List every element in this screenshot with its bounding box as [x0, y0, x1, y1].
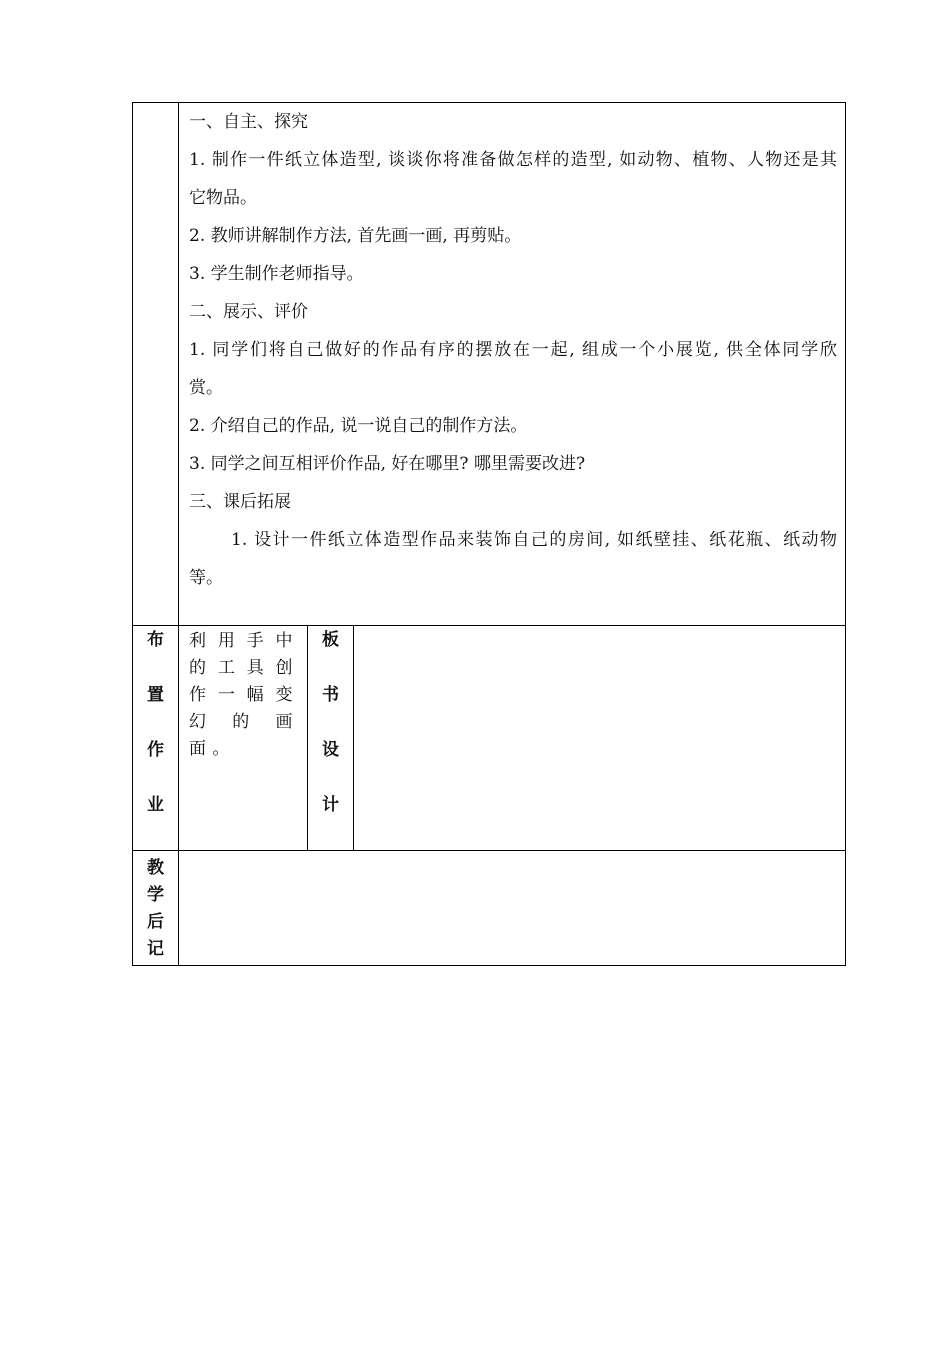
reflection-row: [133, 851, 846, 966]
process-line: 赏。: [189, 378, 223, 398]
board-design-label: 板 书 设 计: [308, 626, 354, 851]
process-line: 1. 制作一件纸立体造型, 谈谈你将准备做怎样的造型, 如动物、植物、人物还是其: [189, 150, 837, 170]
process-line: 等。: [189, 568, 223, 588]
reflection-label: 教 学 后 记: [133, 851, 179, 966]
process-content-cell: [179, 103, 846, 626]
section-heading-extension: 三、课后拓展: [189, 492, 291, 512]
process-line: 1. 设计一件纸立体造型作品来装饰自己的房间, 如纸壁挂、纸花瓶、纸动物: [231, 530, 837, 550]
homework-text: 利用手中的工具创作一幅变幻的画面。: [179, 626, 308, 851]
board-design-content: [354, 626, 846, 851]
process-line: 2. 介绍自己的作品, 说一说自己的制作方法。: [189, 416, 528, 436]
process-line: 3. 同学之间互相评价作品, 好在哪里? 哪里需要改进?: [189, 454, 586, 474]
process-line: 它物品。: [189, 188, 257, 208]
section-heading-display: 二、展示、评价: [189, 302, 308, 322]
process-row: [133, 103, 846, 626]
homework-row: [133, 626, 846, 851]
homework-label: 布 置 作 业: [133, 626, 179, 851]
process-line: 2. 教师讲解制作方法, 首先画一画, 再剪贴。: [189, 226, 522, 246]
reflection-content: [179, 851, 846, 966]
lesson-plan-table: [132, 102, 846, 966]
section-heading-explore: 一、自主、探究: [189, 112, 308, 132]
process-label-cell: [133, 103, 179, 626]
process-line: 3. 学生制作老师指导。: [189, 264, 364, 284]
process-line: 1. 同学们将自己做好的作品有序的摆放在一起, 组成一个小展览, 供全体同学欣: [189, 340, 837, 360]
